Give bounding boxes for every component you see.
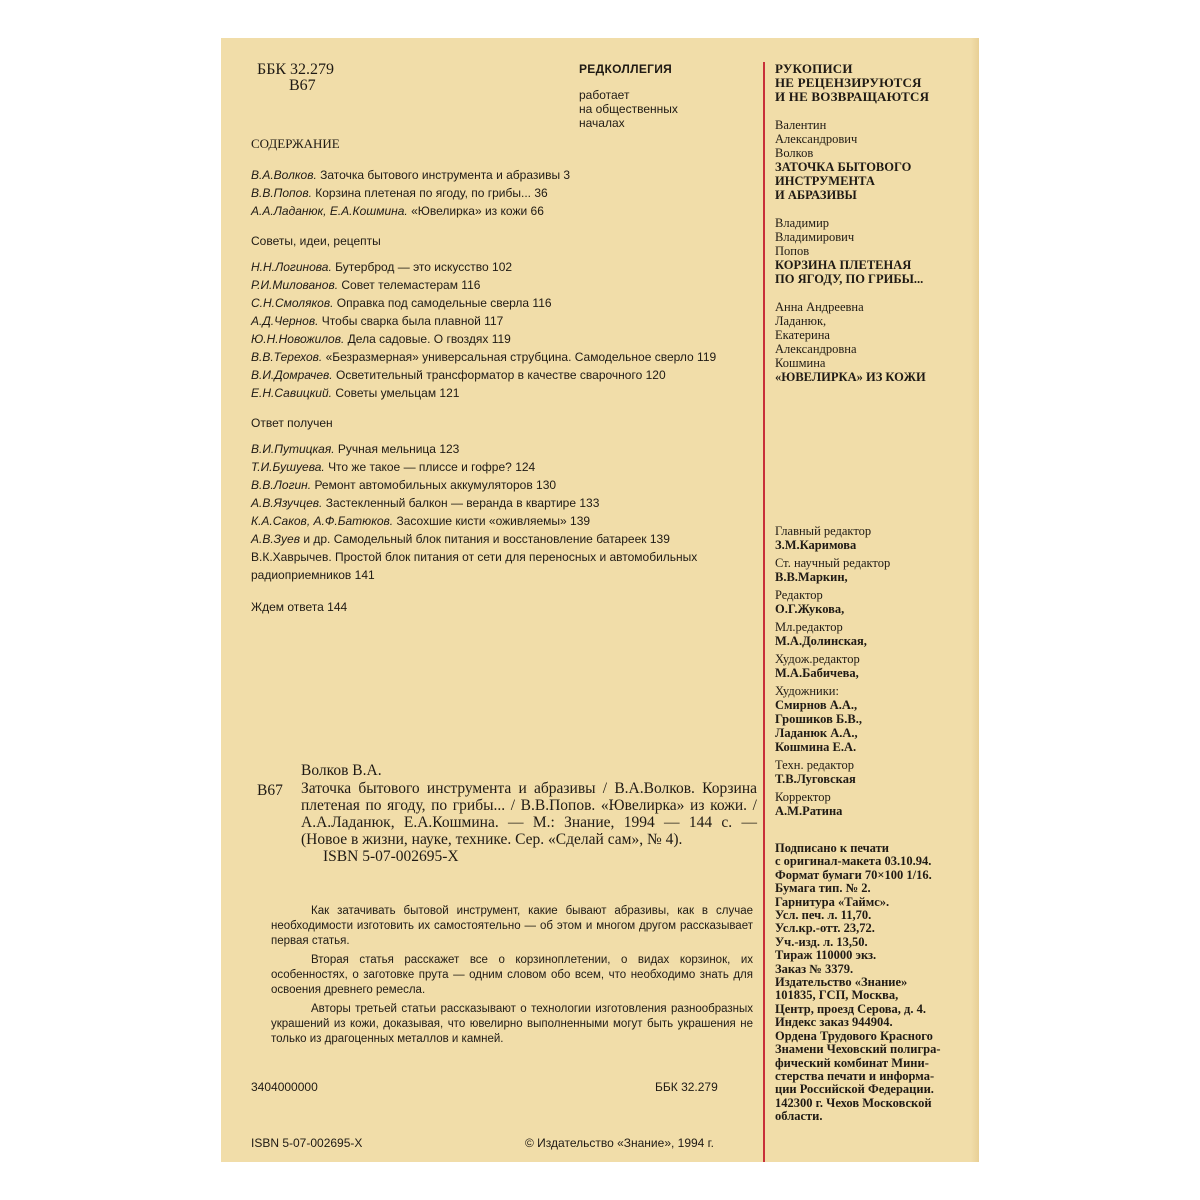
barcode-number: 3404000000 xyxy=(251,1080,318,1094)
section-title: Советы, идеи, рецепты xyxy=(251,234,381,248)
toc-entry: Ю.Н.Новожилов. Дела садовые. О гвоздях 119 xyxy=(251,332,511,346)
table-of-contents xyxy=(251,136,751,616)
book-imprint-page xyxy=(221,38,979,1162)
toc-section2-list xyxy=(251,258,751,402)
bbk-bottom: ББК 32.279 xyxy=(655,1080,718,1094)
toc-entry: В.И.Путицкая. Ручная мельница 123 xyxy=(251,442,460,456)
annotation-paragraph: Вторая статья расскажет все о корзиноплетении, о видах корзинок, их особенностях, о заготовке прута — одним словом обо всем, что необходимо знать для освоения древнего ремесла. xyxy=(271,954,753,996)
toc-entry: Е.Н.Савицкий. Советы умельцам 121 xyxy=(251,386,460,400)
toc-entry: В.А.Волков. Заточка бытового инструмента и абразивы 3 xyxy=(251,168,571,182)
bbk-index: В67 xyxy=(289,77,316,94)
toc-entry: А.В.Зуев и др. Самодельный блок питания и восстановление батареек 139 xyxy=(251,532,670,546)
annotation-paragraph: Как затачивать бытовой инструмент, какие бывают абразивы, как в случае необходимости изготовить их самостоятельно — об этом и многом другом рассказывает первая статья. xyxy=(271,905,753,947)
right-column xyxy=(775,62,971,384)
editorial-board xyxy=(579,62,678,130)
bbk-classification xyxy=(257,62,334,94)
toc-entry: В.К.Хаврычев. Простой блок питания от сети для переносных и автомобильных радиоприемников 141 xyxy=(251,550,698,582)
toc-entry: А.Д.Чернов. Чтобы сварка была плавной 117 xyxy=(251,314,504,328)
toc-entry: К.А.Саков, А.Ф.Батюков. Засохшие кисти «оживляемы» 139 xyxy=(251,514,591,528)
editorial-staff: Главный редактор З.М.Каримова Ст. научный редактор В.В.Маркин, Редактор О.Г.Жукова, Мл.редактор М.А.Долинская, Худож.редактор М.А.Бабичева, Художники: Смирнов А.А., Грошиков Б.В., Ладанюк А.А., Кошмина Е.А. Техн. редактор Т.В.Луговская Корректор А.М.Ратина xyxy=(775,524,891,818)
toc-entry: А.В.Язучцев. Застекленный балкон — веранда в квартире 133 xyxy=(251,496,600,510)
toc-entry: Т.И.Бушуева. Что же такое — плиссе и гофре? 124 xyxy=(251,460,536,474)
editorial-board-title: РЕДКОЛЛЕГИЯ xyxy=(579,62,673,76)
bbk-code: ББК 32.279 xyxy=(257,61,335,78)
toc-entry: В.В.Терехов. «Безразмерная» универсальная струбцина. Самодельное сверло 119 xyxy=(251,350,717,364)
work-credit: Валентин Александрович Волков ЗАТОЧКА БЫТОВОГО ИНСТРУМЕНТА И АБРАЗИВЫ xyxy=(775,118,912,202)
library-catalog-card xyxy=(257,762,757,865)
catalog-description: Заточка бытового инструмента и абразивы / В.А.Волков. Корзина плетеная по ягоду, по грибы... / В.В.Попов. «Ювелирка» из кожи. / А.А.Ладанюк, Е.А.Кошмина. — М.: Знание, 1994 — 144 с. — (Новое в жизни, науке, технике. Сер. «Сделай сам», № 4). xyxy=(301,780,757,848)
annotation-paragraph: Авторы третьей статьи рассказывают о технологии изготовления разнообразных украшений из кожи, доказывая, что ювелирно выполненными могут быть украшения не только из драгоценных металлов и камней. xyxy=(271,1003,753,1045)
work-credit: Анна Андреевна Ладанюк, Екатерина Александровна Кошмина «ЮВЕЛИРКА» ИЗ КОЖИ xyxy=(775,300,926,384)
catalog-index: В67 xyxy=(257,782,283,799)
toc-entry: В.В.Попов. Корзина плетеная по ягоду, по грибы... 36 xyxy=(251,186,548,200)
editorial-note-line: на общественных xyxy=(579,102,678,116)
toc-entry: А.А.Ладанюк, Е.А.Кошмина. «Ювелирка» из кожи 66 xyxy=(251,204,544,218)
toc-entry: В.И.Домрачев. Осветительный трансформатор в качестве сварочного 120 xyxy=(251,368,666,382)
work-credit: Владимир Владимирович Попов КОРЗИНА ПЛЕТЕНАЯ ПО ЯГОДУ, ПО ГРИБЫ... xyxy=(775,216,924,286)
toc-main-list xyxy=(251,166,751,220)
red-divider-line xyxy=(763,62,765,1162)
publication-imprint: Подписано к печати с оригинал-макета 03.10.94. Формат бумаги 70×100 1/16. Бумага тип. № 2. Гарнитура «Таймс». Усл. печ. л. 11,70. Усл.кр.-отт. 23,72. Уч.-изд. л. 13,50. Тираж 110000 экз. Заказ № 3379. Издательство «Знание» 101835, ГСП, Москва, Центр, проезд Серова, д. 4. Индекс заказ 944904. Ордена Трудового Красного Знамени Чеховский полигра- фический комбинат Мини- стерства печати и информа- ции Российской Федерации. 142300 г. Чехов Московской области. xyxy=(775,841,941,1124)
editorial-note-line: работает xyxy=(579,88,630,102)
page-edge-shadow xyxy=(971,38,979,1162)
manuscripts-notice: РУКОПИСИ НЕ РЕЦЕНЗИРУЮТСЯ И НЕ ВОЗВРАЩАЮТСЯ xyxy=(775,61,930,104)
toc-entry: В.В.Логин. Ремонт автомобильных аккумуляторов 130 xyxy=(251,478,557,492)
annotation xyxy=(271,904,753,1051)
toc-awaiting: Ждем ответа 144 xyxy=(251,600,348,614)
catalog-author: Волков В.А. xyxy=(301,762,382,779)
toc-entry: С.Н.Смоляков. Оправка под самодельные сверла 116 xyxy=(251,296,552,310)
toc-entry: Н.Н.Логинова. Бутерброд — это искусство 102 xyxy=(251,260,513,274)
catalog-isbn: ISBN 5-07-002695-X xyxy=(323,848,459,865)
toc-entry: Р.И.Милованов. Совет телемастерам 116 xyxy=(251,278,481,292)
section-title: Ответ получен xyxy=(251,416,333,430)
isbn-bottom: ISBN 5-07-002695-X xyxy=(251,1136,363,1150)
copyright: © Издательство «Знание», 1994 г. xyxy=(525,1136,714,1150)
toc-section3-list xyxy=(251,440,751,584)
editorial-note-line: началах xyxy=(579,116,625,130)
contents-title: СОДЕРЖАНИЕ xyxy=(251,136,340,151)
